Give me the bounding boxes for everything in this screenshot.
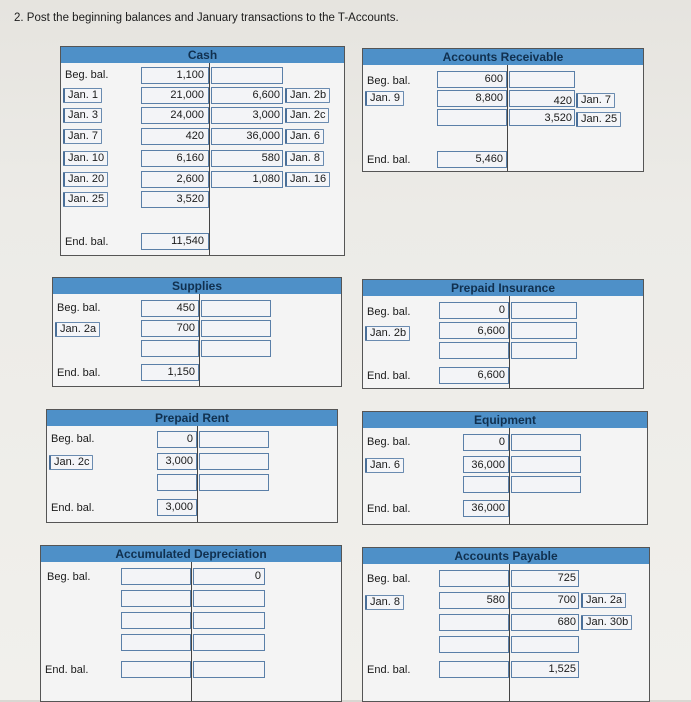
cash-debit-field[interactable]: 2,600 [141,171,209,188]
supplies-credit-field[interactable] [201,340,271,357]
accumulated-depreciation-end-credit[interactable] [193,661,265,678]
prepaid-rent-debit-field[interactable] [157,474,197,491]
accounts-payable-debit-field[interactable] [439,636,509,653]
accounts-payable-end-label: End. bal. [367,664,411,676]
cash-label-jan1: Jan. 1 [63,88,102,103]
ar-credit-label-jan25: Jan. 25 [576,112,621,127]
accounts-payable-title: Accounts Payable [363,548,649,564]
accumulated-depreciation-title: Accumulated Depreciation [41,546,341,562]
cash-credit-field[interactable]: 6,600 [211,87,283,104]
prepaid-insurance-end-balance[interactable]: 6,600 [439,367,509,384]
accounts-payable-debit-field[interactable]: 580 [439,592,509,609]
equipment-credit-field[interactable] [511,456,581,473]
cash-end-balance[interactable]: 11,540 [141,233,209,250]
cash-debit-field[interactable]: 24,000 [141,107,209,124]
prepaid-rent-debit-field[interactable]: 0 [157,431,197,448]
prepaid-rent-label-jan2c: Jan. 2c [49,455,93,470]
supplies-label-beg: Beg. bal. [57,302,101,314]
supplies-credit-field[interactable] [201,320,271,337]
prepaid-rent-credit-field[interactable] [199,474,269,491]
accounts-payable-credit-field[interactable]: 680 [511,614,579,631]
cash-label-jan10: Jan. 10 [63,151,108,166]
prepaid-rent-t-divider [197,426,198,522]
cash-label-beg: Beg. bal. [65,69,109,81]
prepaid-insurance-credit-field[interactable] [511,342,577,359]
supplies-title: Supplies [53,278,341,294]
accumulated-depreciation-credit-field[interactable]: 0 [193,568,265,585]
accumulated-depreciation-credit-field[interactable] [193,634,265,651]
cash-label-jan3: Jan. 3 [63,108,102,123]
equipment-t-account [362,411,648,525]
cash-credit-label-jan8: Jan. 8 [285,151,324,166]
ar-title: Accounts Receivable [363,49,643,65]
cash-credit-field[interactable]: 36,000 [211,128,283,145]
ar-label-jan9: Jan. 9 [365,91,404,106]
prepaid-rent-title: Prepaid Rent [47,410,337,426]
cash-debit-field[interactable]: 420 [141,128,209,145]
accounts-payable-label-beg: Beg. bal. [367,573,411,585]
equipment-credit-field[interactable] [511,434,581,451]
cash-label-jan7: Jan. 7 [63,129,102,144]
accounts-payable-credit-label-jan2a: Jan. 2a [581,593,626,608]
equipment-label-beg: Beg. bal. [367,436,411,448]
prepaid-rent-credit-field[interactable] [199,431,269,448]
cash-t-account [60,46,345,256]
cash-label-jan25: Jan. 25 [63,192,108,207]
accounts-payable-debit-field[interactable] [439,570,509,587]
accumulated-depreciation-debit-field[interactable] [121,634,191,651]
accounts-payable-label-jan8: Jan. 8 [365,595,404,610]
accumulated-depreciation-label-beg: Beg. bal. [47,571,91,583]
prepaid-insurance-label-jan2b: Jan. 2b [365,326,410,341]
accumulated-depreciation-debit-field[interactable] [121,612,191,629]
accumulated-depreciation-credit-field[interactable] [193,590,265,607]
accounts-payable-credit-field[interactable]: 700 [511,592,579,609]
supplies-credit-field[interactable] [201,300,271,317]
cash-label-jan20: Jan. 20 [63,172,108,187]
ar-debit-field[interactable]: 8,800 [437,90,507,107]
ar-end-balance[interactable]: 5,460 [437,151,507,168]
prepaid-insurance-debit-field[interactable]: 6,600 [439,322,509,339]
ar-credit-field[interactable]: 420 [509,90,575,107]
ar-debit-field[interactable] [437,109,507,126]
prepaid-rent-end-label: End. bal. [51,502,95,514]
cash-credit-field[interactable]: 1,080 [211,171,283,188]
prepaid-rent-credit-field[interactable] [199,453,269,470]
equipment-t-divider [509,428,510,524]
ar-t-divider [507,65,508,171]
supplies-end-label: End. bal. [57,367,101,379]
accumulated-depreciation-end-label: End. bal. [45,664,89,676]
accumulated-depreciation-t-divider [191,562,192,701]
prepaid-insurance-debit-field[interactable]: 0 [439,302,509,319]
cash-credit-field[interactable]: 580 [211,150,283,167]
instructions-heading: 2. Post the beginning balances and January transactions to the T-Accounts. [14,12,399,24]
cash-debit-field[interactable]: 1,100 [141,67,209,84]
cash-debit-field[interactable]: 3,520 [141,191,209,208]
accounts-payable-debit-field[interactable] [439,614,509,631]
supplies-t-account [52,277,342,387]
equipment-debit-field[interactable]: 36,000 [463,456,509,473]
prepaid-insurance-title: Prepaid Insurance [363,280,643,296]
prepaid-insurance-credit-field[interactable] [511,302,577,319]
supplies-debit-field[interactable] [141,340,199,357]
cash-credit-label-jan2c: Jan. 2c [285,108,329,123]
prepaid-insurance-credit-field[interactable] [511,322,577,339]
accounts-payable-t-account [362,547,650,702]
equipment-label-jan6: Jan. 6 [365,458,404,473]
prepaid-insurance-t-account [362,279,644,389]
cash-credit-field[interactable]: 3,000 [211,107,283,124]
prepaid-rent-end-balance[interactable]: 3,000 [157,499,197,516]
accumulated-depreciation-debit-field[interactable] [121,590,191,607]
ar-credit-label-jan7: Jan. 7 [576,93,615,108]
ar-label-beg: Beg. bal. [367,75,411,87]
cash-t-divider [209,63,210,255]
accounts-payable-end-balance[interactable]: 1,525 [511,661,579,678]
cash-title: Cash [61,47,344,63]
accumulated-depreciation-debit-field[interactable] [121,568,191,585]
equipment-credit-field[interactable] [511,476,581,493]
equipment-end-label: End. bal. [367,503,411,515]
supplies-debit-field[interactable]: 700 [141,320,199,337]
equipment-debit-field[interactable] [463,476,509,493]
supplies-debit-field[interactable]: 450 [141,300,199,317]
supplies-end-balance[interactable]: 1,150 [141,364,199,381]
equipment-end-balance[interactable]: 36,000 [463,500,509,517]
accounts-payable-credit-field[interactable] [511,636,579,653]
equipment-title: Equipment [363,412,647,428]
prepaid-rent-label-beg: Beg. bal. [51,433,95,445]
accounts-receivable-t-account [362,48,644,172]
prepaid-insurance-label-beg: Beg. bal. [367,306,411,318]
cash-end-label: End. bal. [65,236,109,248]
cash-debit-field[interactable]: 21,000 [141,87,209,104]
ar-end-label: End. bal. [367,154,411,166]
cash-credit-label-jan6: Jan. 6 [285,129,324,144]
cash-credit-field[interactable] [211,67,283,84]
cash-credit-label-jan16: Jan. 16 [285,172,330,187]
accounts-payable-credit-field[interactable]: 725 [511,570,579,587]
prepaid-insurance-debit-field[interactable] [439,342,509,359]
cash-credit-label-jan2b: Jan. 2b [285,88,330,103]
accounts-payable-credit-label-jan30b: Jan. 30b [581,615,632,630]
accumulated-depreciation-t-account [40,545,342,702]
cash-debit-field[interactable]: 6,160 [141,150,209,167]
supplies-t-divider [199,294,200,386]
ar-debit-field[interactable]: 600 [437,71,507,88]
ar-credit-field[interactable] [509,71,575,88]
supplies-label-jan2a: Jan. 2a [55,322,100,337]
ar-credit-field[interactable]: 3,520 [509,109,575,126]
prepaid-insurance-t-divider [509,296,510,388]
accounts-payable-t-divider [509,564,510,701]
prepaid-insurance-end-label: End. bal. [367,370,411,382]
accumulated-depreciation-end-balance[interactable] [121,661,191,678]
prepaid-rent-debit-field[interactable]: 3,000 [157,453,197,470]
accumulated-depreciation-credit-field[interactable] [193,612,265,629]
accounts-payable-end-debit[interactable] [439,661,509,678]
prepaid-rent-t-account [46,409,338,523]
equipment-debit-field[interactable]: 0 [463,434,509,451]
